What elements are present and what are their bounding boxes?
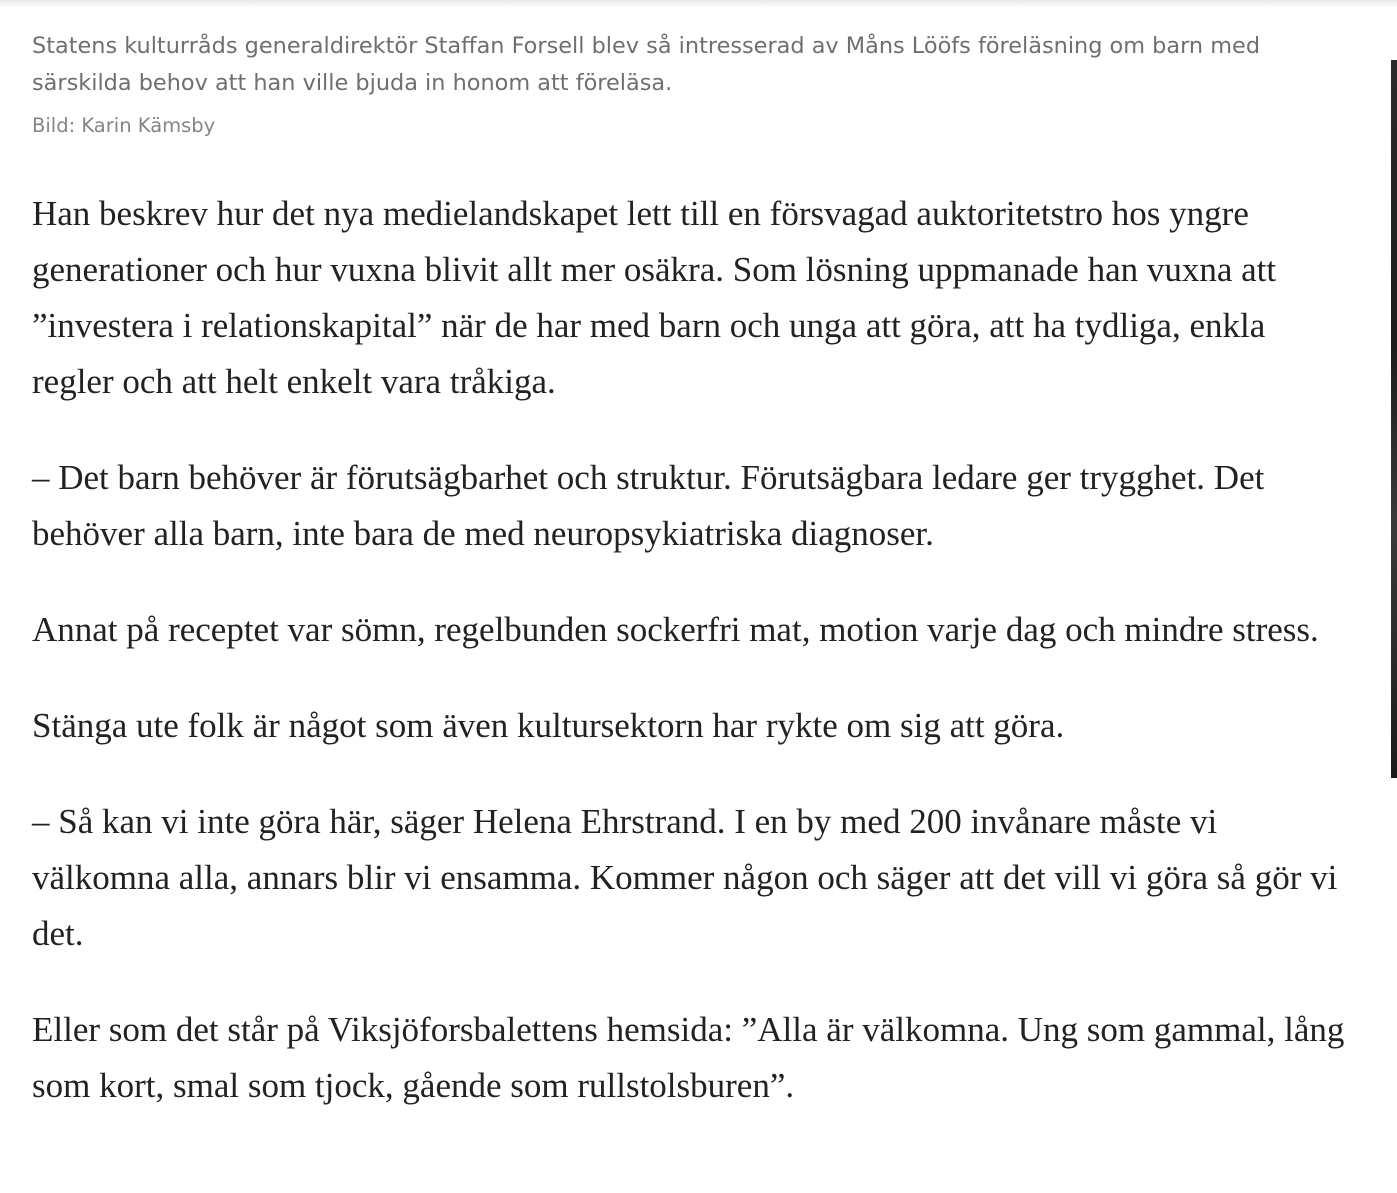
article-paragraph: Eller som det står på Viksjöforsbalettens hemsida: ”Alla är välkomna. Ung som gammal, lång som kort, smal som tjock, gående som rullstolsburen”. — [32, 1010, 1345, 1105]
article-paragraph: Annat på receptet var sömn, regelbunden sockerfri mat, motion varje dag och mindre stress. — [32, 610, 1319, 649]
adjacent-image-edge — [1391, 60, 1397, 778]
article-paragraph: – Det barn behöver är förutsägbarhet och struktur. Förutsägbara ledare ger trygghet. Det behöver alla barn, inte bara de med neuropsykiatriska diagnoser. — [32, 458, 1265, 553]
article-body — [32, 186, 1352, 1154]
article-paragraph: – Så kan vi inte göra här, säger Helena Ehrstrand. I en by med 200 invånare måste vi välkomna alla, annars blir vi ensamma. Kommer någon och säger att det vill vi göra så gör vi det. — [32, 802, 1338, 953]
article-paragraph: Stänga ute folk är något som även kultursektorn har rykte om sig att göra. — [32, 706, 1065, 745]
image-credit: Bild: Karin Kämsby — [32, 114, 216, 137]
image-caption: Statens kulturråds generaldirektör Staffan Forsell blev så intresserad av Måns Lööfs föreläsning om barn med särskilda behov att han ville bjuda in honom att föreläsa. — [32, 33, 1261, 96]
top-shadow-divider — [0, 0, 1397, 8]
article-paragraph: Han beskrev hur det nya medielandskapet lett till en försvagad auktoritetstro hos yngre generationer och hur vuxna blivit allt mer osäkra. Som lösning uppmanade han vuxna att ”investera i relationskapital” när de har med barn och unga att göra, att ha tydliga, enkla regler och att helt enkelt vara tråkiga. — [32, 194, 1277, 401]
